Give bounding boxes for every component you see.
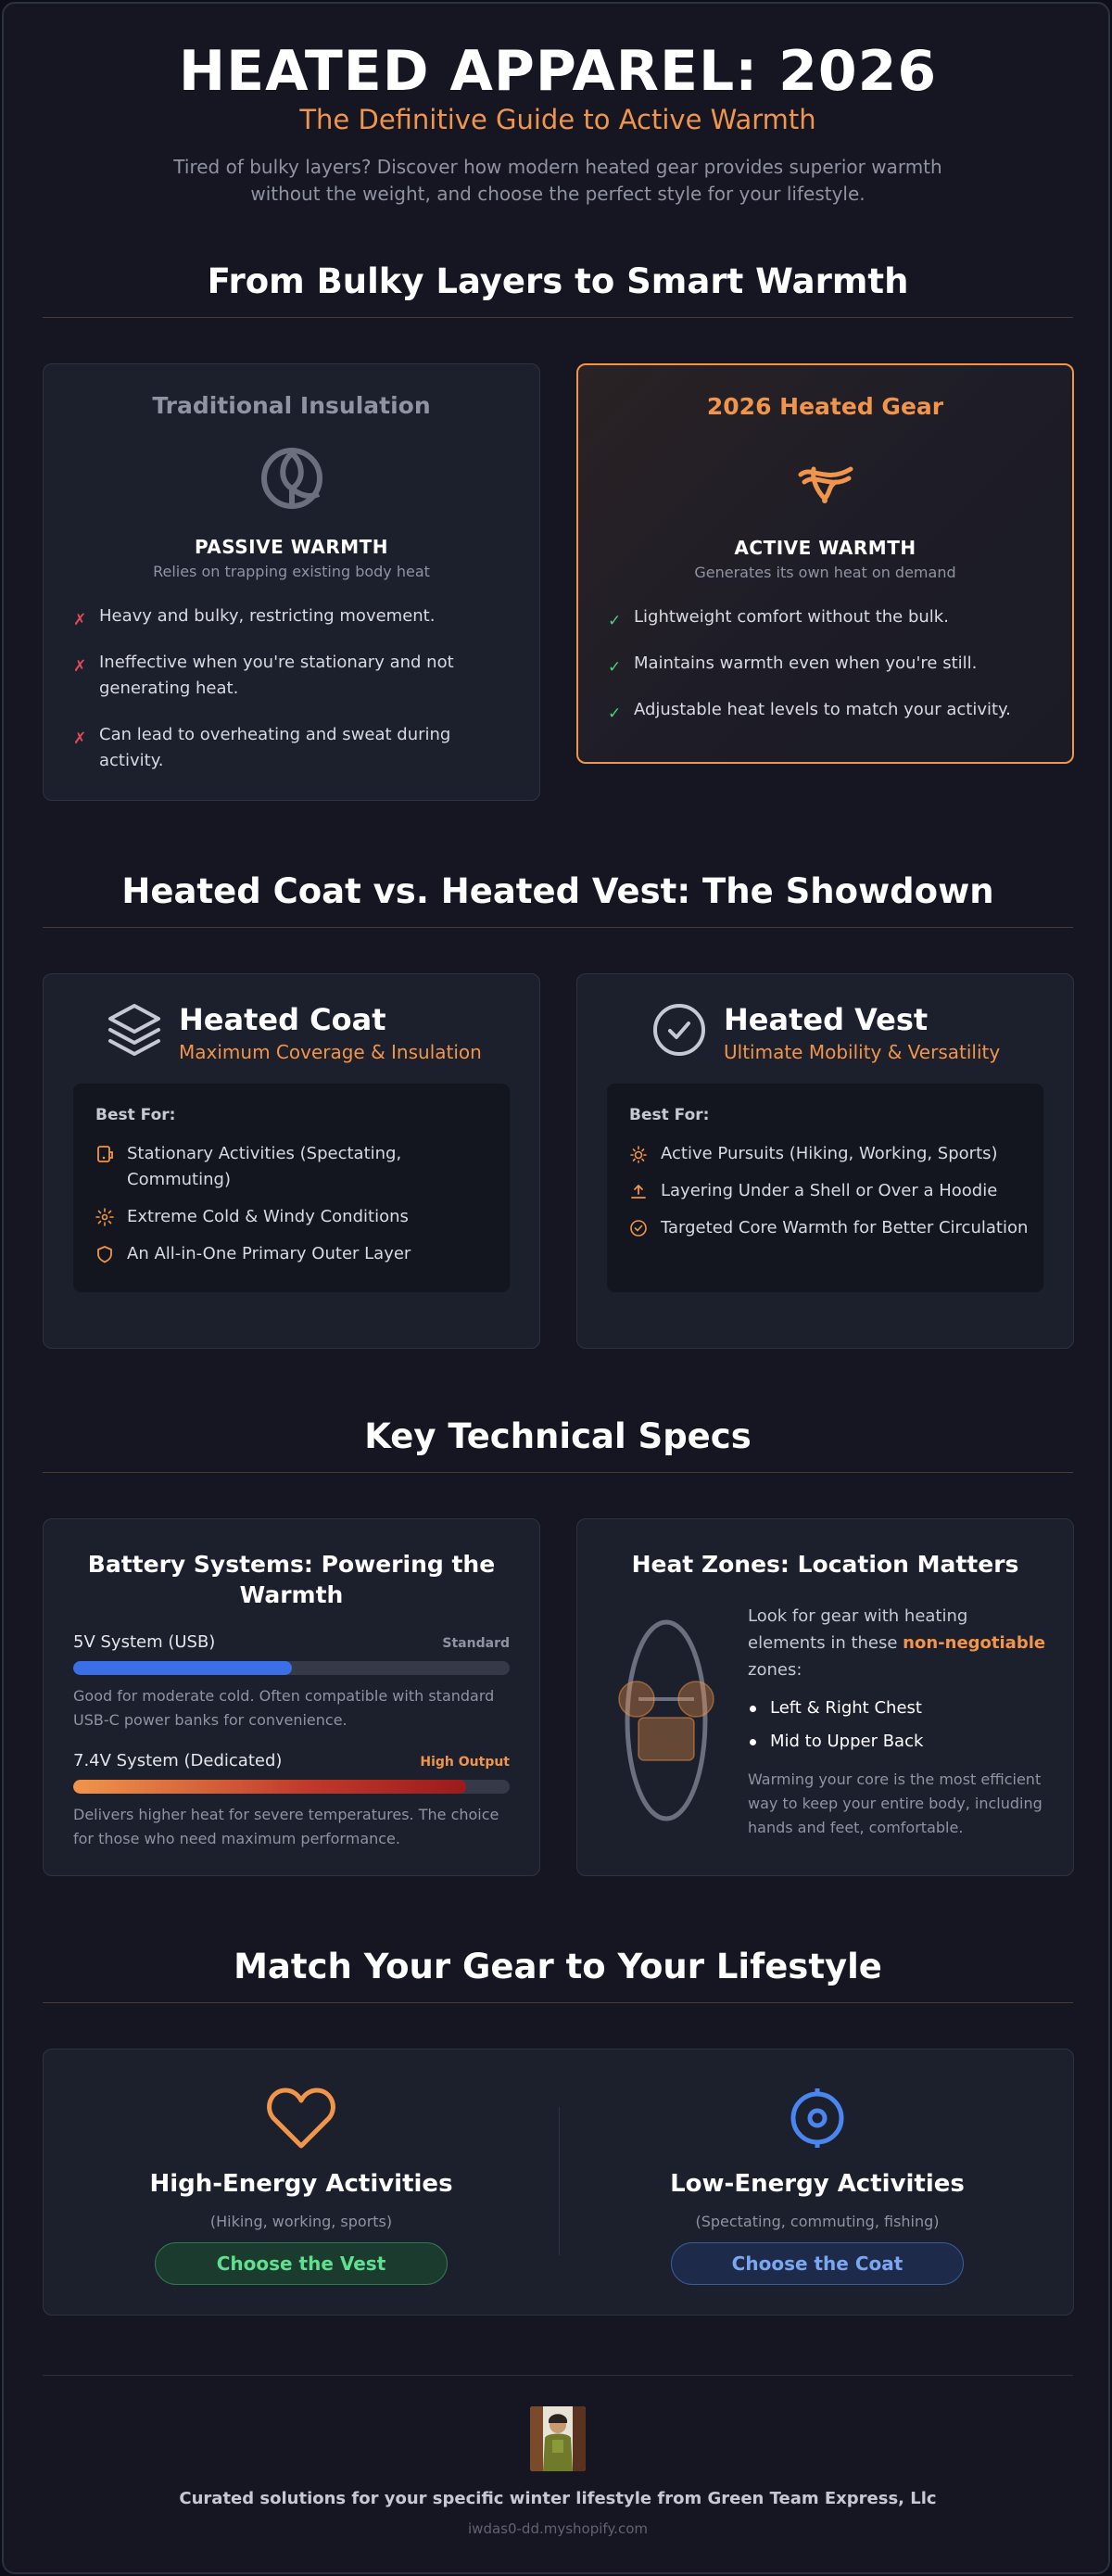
left-chest-zone (619, 1681, 654, 1717)
section-divider (43, 317, 1073, 318)
heated-coat-card (43, 973, 540, 1349)
list-item: ✗ Ineffective when you're stationary and not generating heat. (73, 653, 454, 698)
dedicated-system-description: Delivers higher heat for severe temperatures. The choice for those who need maximum performance. (73, 1806, 499, 1847)
high-output-badge: High Output (420, 1755, 510, 1770)
low-energy-title: Low-Energy Activities (670, 2170, 965, 2198)
usb-power-bar-fill (73, 1661, 292, 1675)
heat-zones-list (748, 1692, 923, 1758)
layers-icon (105, 1000, 164, 1060)
usb-power-bar (73, 1661, 510, 1675)
list-item: Left & Right Chest (748, 1692, 923, 1725)
upload-icon (629, 1182, 648, 1200)
footer-tagline: Curated solutions for your specific winter lifestyle from Green Team Express, Llc (179, 2489, 937, 2508)
usb-system-label: 5V System (USB) (73, 1632, 216, 1652)
section-title-showdown: Heated Coat vs. Heated Vest: The Showdown (121, 871, 994, 911)
coat-tagline: Maximum Coverage & Insulation (179, 1041, 482, 1063)
check-icon: ✓ (608, 704, 622, 723)
active-warmth-label: ACTIVE WARMTH (734, 537, 916, 559)
snowflake-icon (95, 1208, 114, 1226)
list-item: ✓ Maintains warmth even when you're still. (608, 651, 1042, 677)
section-divider (43, 1472, 1073, 1473)
list-item: ✗ Heavy and bulky, restricting movement. (73, 603, 510, 629)
list-item: Extreme Cold & Windy Conditions (95, 1204, 495, 1230)
device-icon (95, 1145, 114, 1163)
passive-warmth-label: PASSIVE WARMTH (194, 536, 389, 558)
list-item: ✓ Lightweight comfort without the bulk. (608, 604, 1042, 630)
lifestyle-card (43, 2049, 1074, 2316)
heat-zones-intro: Look for gear with heating elements in these non-negotiable zones: (748, 1606, 1046, 1680)
section-divider (43, 927, 1073, 928)
vest-best-for-box (607, 1084, 1043, 1292)
active-warmth-note: Generates its own heat on demand (694, 564, 956, 581)
heated-gear-title: 2026 Heated Gear (706, 393, 944, 420)
list-item: An All-in-One Primary Outer Layer (95, 1241, 495, 1267)
vest-name: Heated Vest (724, 1002, 929, 1037)
battery-systems-card (43, 1518, 540, 1876)
section-title-comparison: From Bulky Layers to Smart Warmth (207, 261, 909, 301)
list-item: Targeted Core Warmth for Better Circulation (629, 1215, 1029, 1241)
brand-avatar (530, 2406, 586, 2471)
choose-vest-button[interactable]: Choose the Vest (155, 2242, 448, 2285)
footer-divider (43, 2375, 1073, 2376)
section-title-lifestyle: Match Your Gear to Your Lifestyle (234, 1947, 882, 1986)
page-title: HEATED APPAREL: 2026 (178, 39, 938, 104)
heat-zones-note: Warming your core is the most efficient way to keep your entire body, including hands and feet, comfortable. (748, 1770, 1042, 1836)
heart-icon (266, 2085, 336, 2151)
footer-url[interactable]: iwdas0-dd.myshopify.com (468, 2520, 648, 2537)
high-energy-column (44, 2049, 559, 2315)
list-item: Stationary Activities (Spectating, Commuting) (95, 1141, 495, 1193)
traditional-drawbacks-list (73, 603, 510, 794)
list-item: Layering Under a Shell or Over a Hoodie (629, 1178, 1029, 1204)
traditional-title: Traditional Insulation (152, 392, 431, 419)
right-chest-zone (678, 1681, 714, 1717)
page-subtitle: The Definitive Guide to Active Warmth (299, 104, 816, 135)
choose-coat-button[interactable]: Choose the Coat (671, 2242, 964, 2285)
cross-icon: ✗ (73, 657, 87, 676)
heated-gear-card (576, 363, 1074, 764)
leaf-icon (259, 446, 324, 511)
dedicated-system-label: 7.4V System (Dedicated) (73, 1751, 283, 1770)
check-icon: ✓ (608, 658, 622, 677)
cross-icon: ✗ (73, 730, 87, 748)
best-for-label: Best For: (95, 1106, 176, 1124)
section-title-specs: Key Technical Specs (364, 1416, 752, 1456)
heated-vest-card (576, 973, 1074, 1349)
cross-icon: ✗ (73, 611, 87, 629)
heat-zones-title: Heat Zones: Location Matters (631, 1551, 1019, 1578)
traditional-insulation-card (43, 363, 540, 801)
list-item: ✓ Adjustable heat levels to match your activity. (608, 697, 1042, 723)
check-circle-icon (629, 1219, 648, 1237)
high-energy-examples: (Hiking, working, sports) (209, 2213, 393, 2230)
target-icon (782, 2085, 853, 2151)
page-description: Tired of bulky layers? Discover how modern heated gear provides superior warmth without the weight, and choose the perfect style for your lifestyle. (173, 156, 942, 205)
passive-warmth-note: Relies on trapping existing body heat (153, 563, 430, 580)
vest-tagline: Ultimate Mobility & Versatility (724, 1041, 1001, 1063)
best-for-label: Best For: (629, 1106, 710, 1124)
heated-benefits-list (608, 604, 1042, 743)
body-heat-zones-diagram (618, 1616, 714, 1825)
dedicated-power-bar (73, 1780, 510, 1794)
coat-name: Heated Coat (179, 1002, 386, 1037)
list-item: Active Pursuits (Hiking, Working, Sports) (629, 1141, 1029, 1167)
check-icon: ✓ (608, 612, 622, 630)
usb-system-description: Good for moderate cold. Often compatible with standard USB-C power banks for convenience. (73, 1687, 495, 1729)
infographic-page (2, 2, 1110, 2574)
list-item: Mid to Upper Back (748, 1725, 923, 1758)
heat-zones-card (576, 1518, 1074, 1876)
coat-best-for-box (73, 1084, 510, 1292)
back-zone (638, 1718, 694, 1760)
high-energy-title: High-Energy Activities (149, 2170, 453, 2198)
section-divider (43, 2002, 1073, 2003)
sun-icon (629, 1145, 648, 1163)
battery-title: Battery Systems: Powering the Warmth (87, 1551, 496, 1608)
standard-badge: Standard (442, 1636, 510, 1651)
dedicated-power-bar-fill (73, 1780, 466, 1794)
low-energy-examples: (Spectating, commuting, fishing) (695, 2213, 940, 2230)
heat-wave-icon (793, 447, 858, 512)
low-energy-column (560, 2049, 1075, 2315)
shield-icon (95, 1245, 114, 1263)
check-circle-icon (651, 1002, 711, 1061)
list-item: ✗ Can lead to overheating and sweat during activity. (73, 725, 451, 770)
